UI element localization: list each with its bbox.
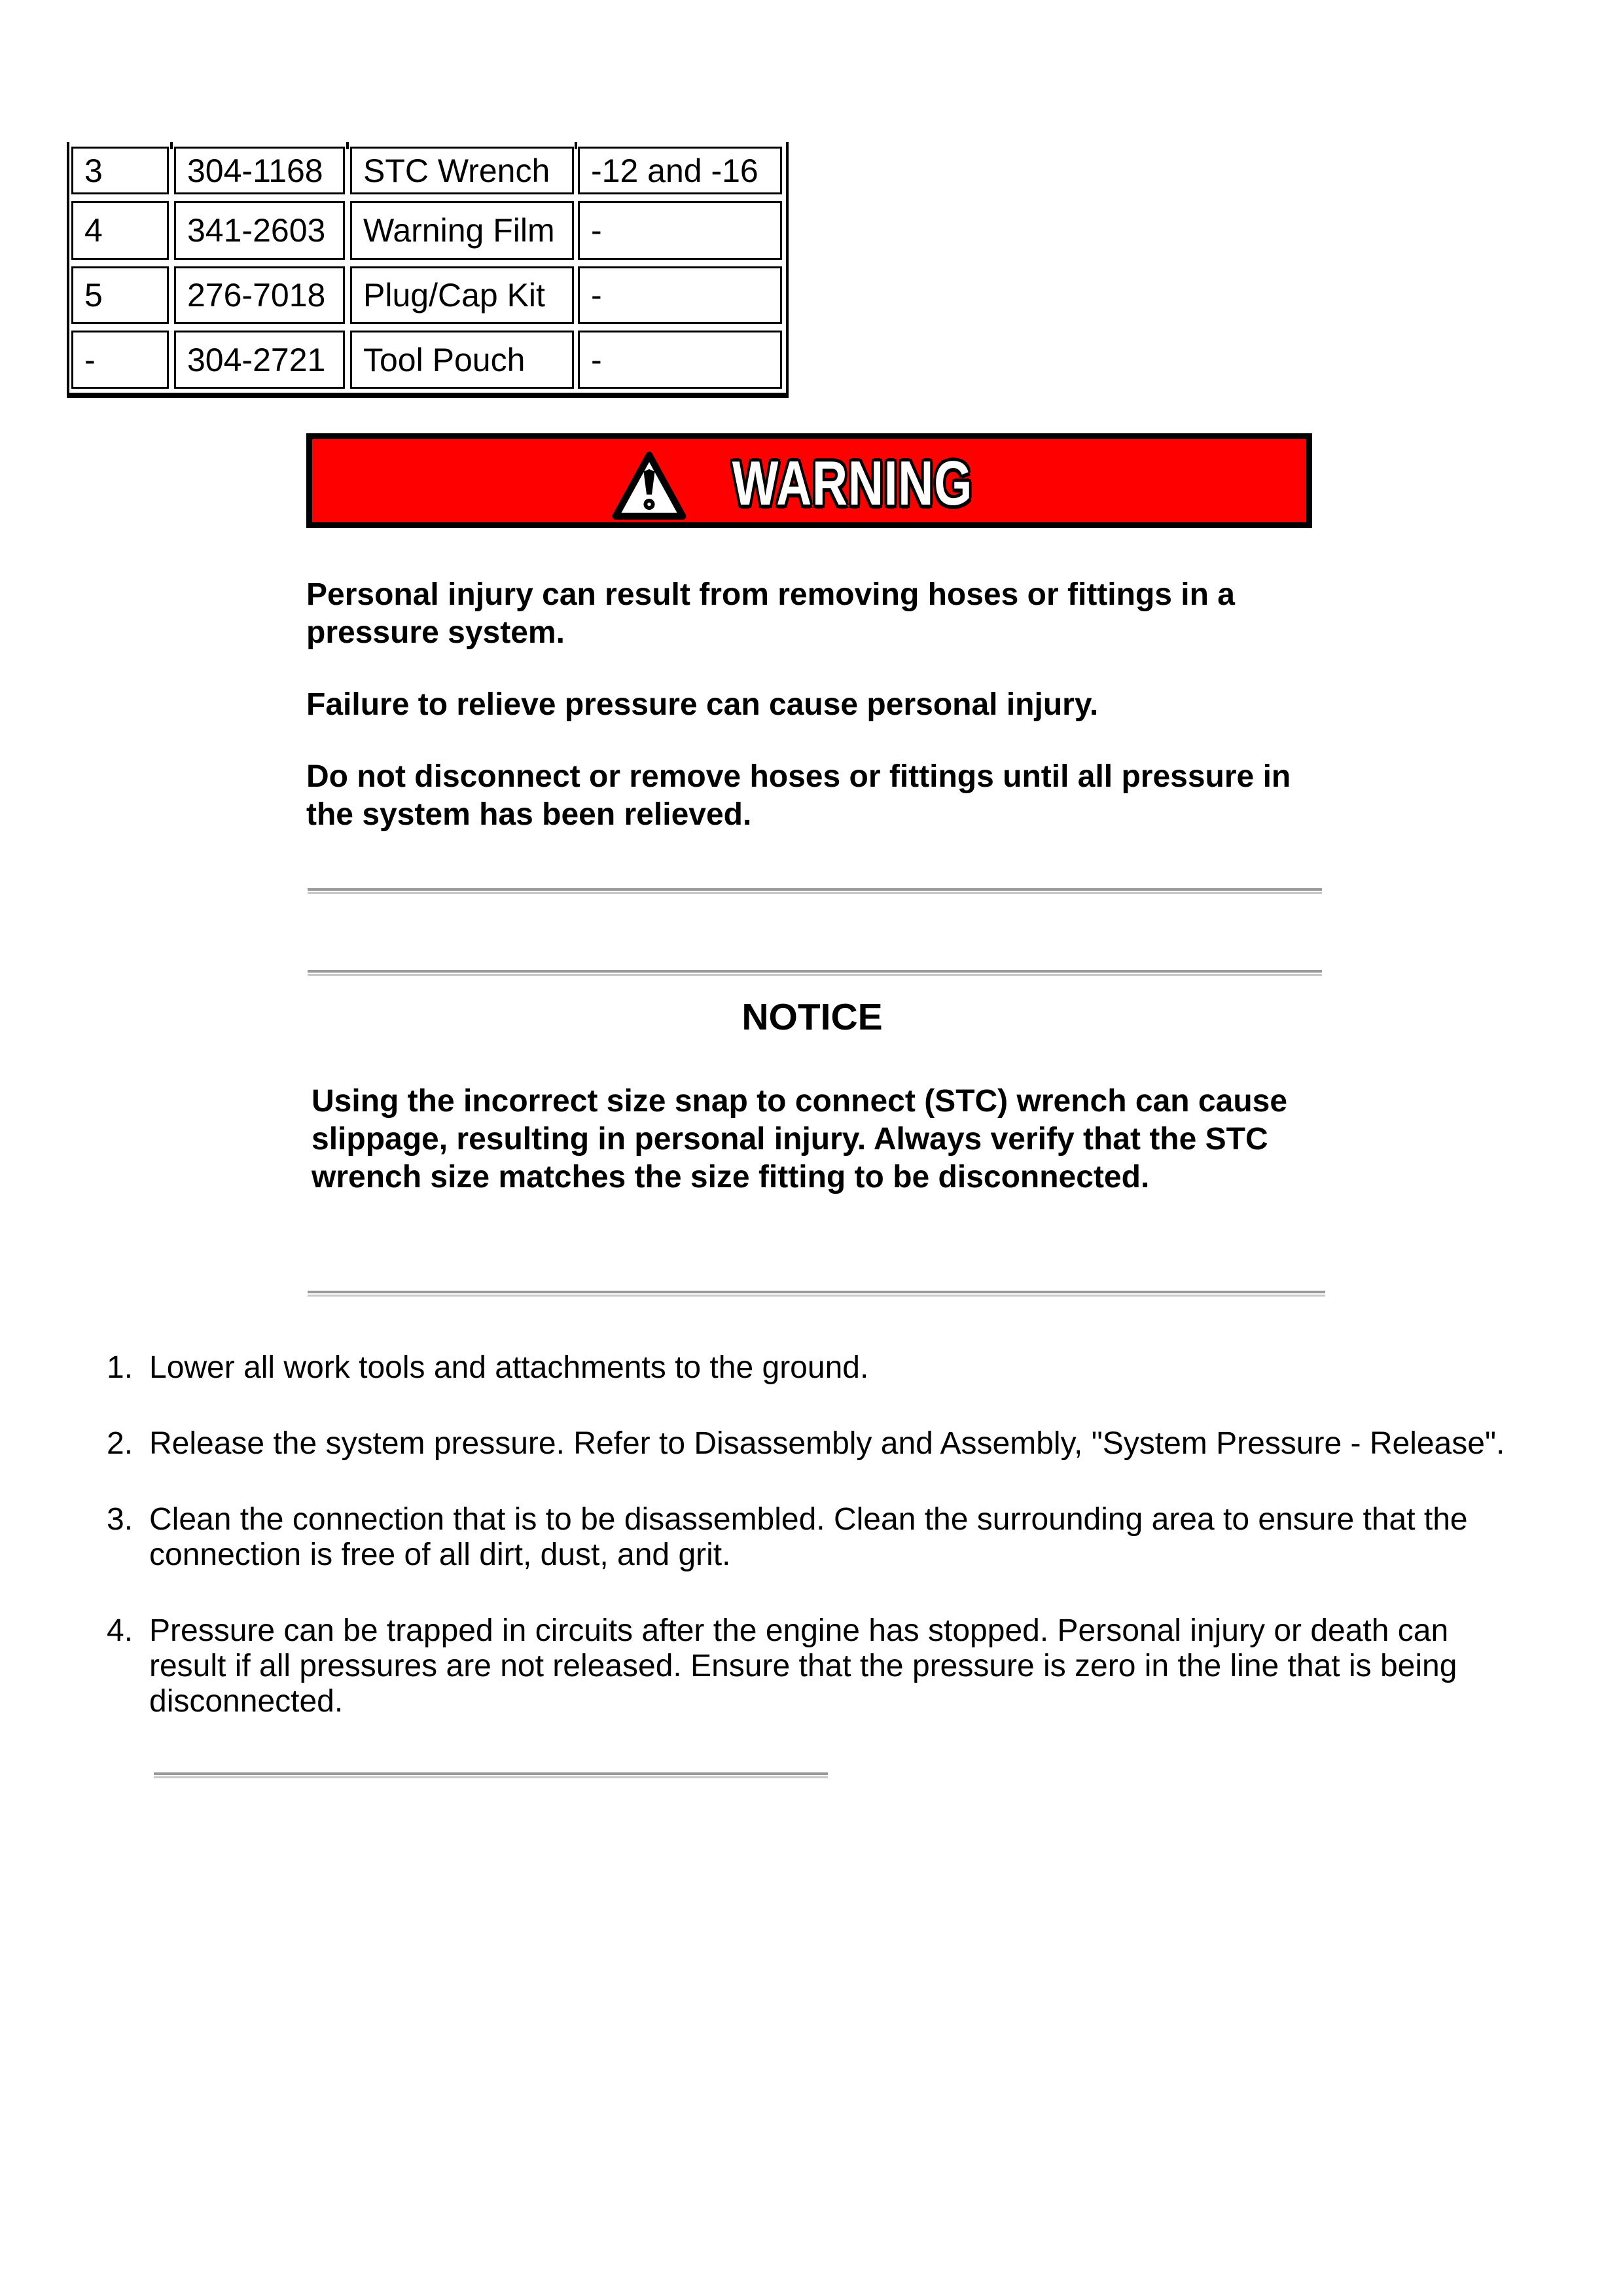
notice-divider-bottom	[308, 1291, 1325, 1297]
notice-title: NOTICE	[741, 996, 883, 1038]
cell-part-no: 304-2721	[174, 331, 345, 389]
cell-item-no: 3	[71, 147, 169, 194]
parts-table	[67, 142, 789, 398]
item-number: 1.	[107, 1350, 134, 1385]
table-outer-border-left	[67, 142, 69, 398]
cell-tool-name: Tool Pouch	[350, 331, 574, 389]
cell-part-no: 304-1168	[174, 147, 345, 194]
bottom-rule	[154, 1772, 828, 1778]
list-item	[107, 1613, 1533, 1719]
cell-part-no: 276-7018	[174, 266, 345, 324]
table-border-stub	[170, 142, 173, 149]
table-outer-border-right	[786, 142, 789, 398]
item-number: 3.	[107, 1502, 134, 1537]
list-item	[107, 1426, 1533, 1462]
notice-body: Using the incorrect size snap to connect (STC) wrench can cause slippage, resulting in personal injury. Always verify that the STC wrench size matches the size fitting to be disconnected.	[312, 1084, 1288, 1194]
list-item	[107, 1502, 1533, 1573]
notice-divider-top	[308, 970, 1322, 976]
warning-paragraph: Failure to relieve pressure can cause personal injury.	[306, 687, 1099, 722]
cell-item-no: 4	[71, 201, 169, 260]
cell-tool-name: Warning Film	[350, 201, 574, 260]
table-outer-border-bottom	[67, 393, 789, 398]
cell-part-no: 341-2603	[174, 201, 345, 260]
cell-size: -	[578, 331, 782, 389]
item-text: Release the system pressure. Refer to Disassembly and Assembly, "System Pressure - Release".	[149, 1426, 1505, 1461]
cell-size: -	[578, 201, 782, 260]
item-text: Lower all work tools and attachments to the ground.	[149, 1350, 869, 1385]
list-item	[107, 1350, 1533, 1386]
cell-size: -12 and -16	[578, 147, 782, 194]
cell-tool-name: Plug/Cap Kit	[350, 266, 574, 324]
section-divider	[308, 888, 1322, 894]
item-number: 4.	[107, 1613, 134, 1648]
warning-triangle-icon	[612, 451, 687, 520]
warning-banner	[306, 433, 1312, 528]
item-text: Pressure can be trapped in circuits after the engine has stopped. Personal injury or death can result if all pressures are not released. Ensure that the pressure is zero in the line that is being disconnected.	[149, 1613, 1457, 1719]
table-border-stub	[346, 142, 349, 149]
cell-item-no: -	[71, 331, 169, 389]
warning-paragraph: Do not disconnect or remove hoses or fittings until all pressure in the system has been relieved.	[306, 759, 1291, 832]
warning-text-block	[306, 576, 1312, 868]
item-number: 2.	[107, 1426, 134, 1461]
procedure-list	[107, 1350, 1533, 1760]
cell-size: -	[578, 266, 782, 324]
table-border-stub	[575, 142, 577, 149]
cell-tool-name: STC Wrench	[350, 147, 574, 194]
item-text: Clean the connection that is to be disassembled. Clean the surrounding area to ensure that the connection is free of all dirt, dust, and grit.	[149, 1502, 1468, 1572]
cell-item-no: 5	[71, 266, 169, 324]
warning-paragraph: Personal injury can result from removing hoses or fittings in a pressure system.	[306, 577, 1235, 650]
warning-banner-label: WARNING	[732, 448, 973, 518]
